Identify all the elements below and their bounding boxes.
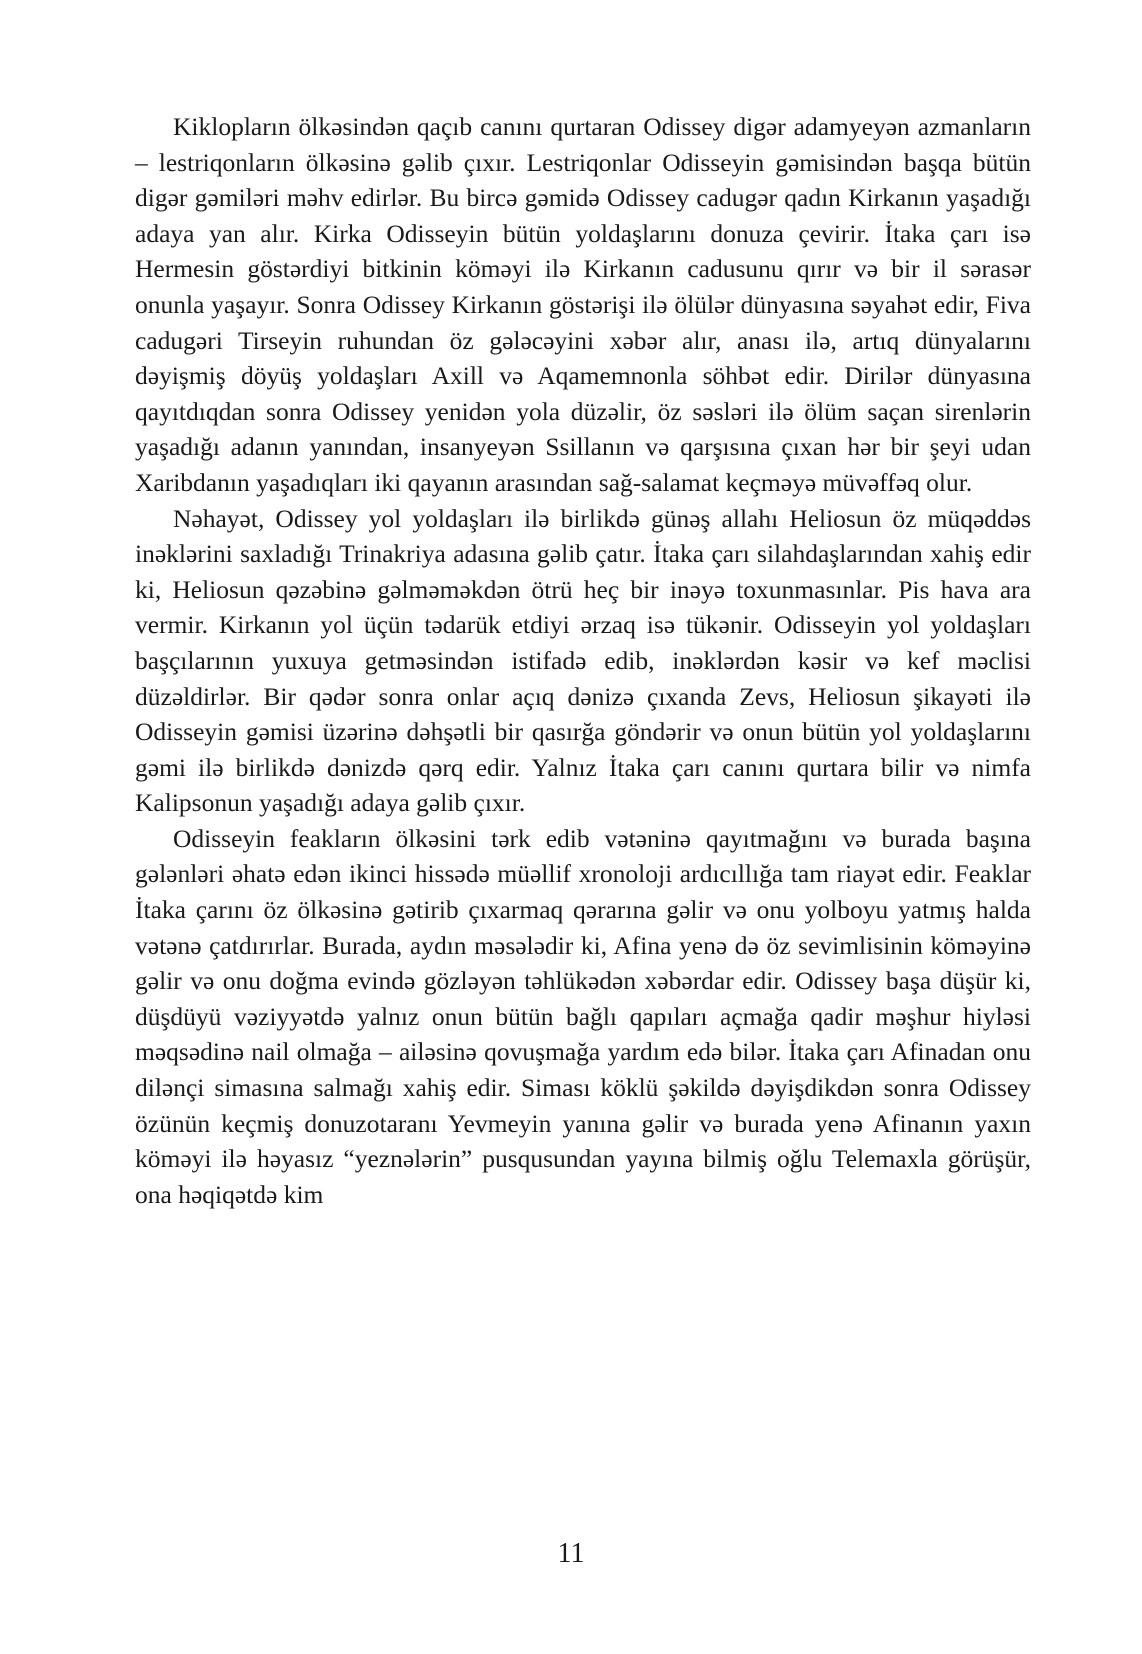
paragraph-1: Kiklopların ölkəsindən qaçıb canını qurtaran Odissey digər adamyeyən azmanların – lestriqonların ölkəsinə gəlib çıxır. Lestriqonlar Odisseyin gəmisindən başqa bütün digər gəmiləri məhv edirlər. Bu bircə gəmidə Odissey cadugər qadın Kirkanın yaşadığı adaya yan alır. Kirka Odisseyin bütün yoldaşlarını donuza çevirir. İtaka çarı isə Hermesin göstərdiyi bitkinin köməyi ilə Kirkanın cadusunu qırır və bir il sərasər onunla yaşayır. Sonra Odissey Kirkanın göstərişi ilə ölülər dünyasına səyahət edir, Fiva cadugəri Tirseyin ruhundan öz gələcəyini xəbər alır, anası ilə, artıq dünyalarını dəyişmiş döyüş yoldaşları Axill və Aqamemnonla söhbət edir. Dirilər dünyasına qayıtdıqdan sonra Odissey yenidən yola düzəlir, öz səsləri ilə ölüm saçan sirenlərin yaşadığı adanın yanından, insanyeyən Ssillanın və qarşısına çıxan hər bir şeyi udan Xaribdanın yaşadıqları iki qayanın arasından sağ-salamat keçməyə müvəffəq olur.: [135, 112, 1031, 497]
paragraph-2: Nəhayət, Odissey yol yoldaşları ilə birlikdə günəş allahı Heliosun öz müqəddəs inəklərini saxladığı Trinakriya adasına gəlib çatır. İtaka çarı silahdaşlarından xahiş edir ki, Heliosun qəzəbinə gəlməməkdən ötrü heç bir inəyə toxunmasınlar. Pis hava ara vermir. Kirkanın yol üçün tədarük etdiyi ərzaq isə tükənir. Odisseyin yol yoldaşları başçılarının yuxuya getməsindən istifadə edib, inəklərdən kəsir və kef məclisi düzəldirlər. Bir qədər sonra onlar açıq dənizə çıxanda Zevs, Heliosun şikayəti ilə Odisseyin gəmisi üzərinə dəhşətli bir qasırğa göndərir və onun bütün yol yoldaşlarını gəmi ilə birlikdə dənizdə qərq edir. Yalnız İtaka çarı canını qurtara bilir və nimfa Kalipsonun yaşadığı adaya gəlib çıxır.: [135, 503, 1031, 818]
body-text: [135, 109, 1031, 1212]
paragraph-3: Odisseyin feakların ölkəsini tərk edib vətəninə qayıtmağını və burada başına gələnləri əhatə edən ikinci hissədə müəllif xronoloji ardıcıllığa tam riayət edir. Feaklar İtaka çarını öz ölkəsinə gətirib çıxarmaq qərarına gəlir və onu yolboyu yatmış halda vətənə çatdırırlar. Burada, aydın məsələdir ki, Afina yenə də öz sevimlisinin köməyinə gəlir və onu doğma evində gözləyən təhlükədən xəbərdar edir. Odissey başa düşür ki, düşdüyü vəziyyətdə yalnız onun bütün bağlı qapıları açmağa qadir məşhur hiyləsi məqsədinə nail olmağa – ailəsinə qovuşmağa yardım edə bilər. İtaka çarı Afinadan onu dilənçi simasına salmağı xahiş edir. Siması köklü şəkildə dəyişdikdən sonra Odissey özünün keçmiş donuzotaranı Yevmeyin yanına gəlir və burada yenə Afinanın yaxın köməyi ilə həyasız “yeznələrin” pusqusundan yayına bilmiş oğlu Telemaxla görüşür, ona həqiqətdə kim: [135, 823, 1031, 1209]
page-number: 11: [557, 1538, 585, 1569]
